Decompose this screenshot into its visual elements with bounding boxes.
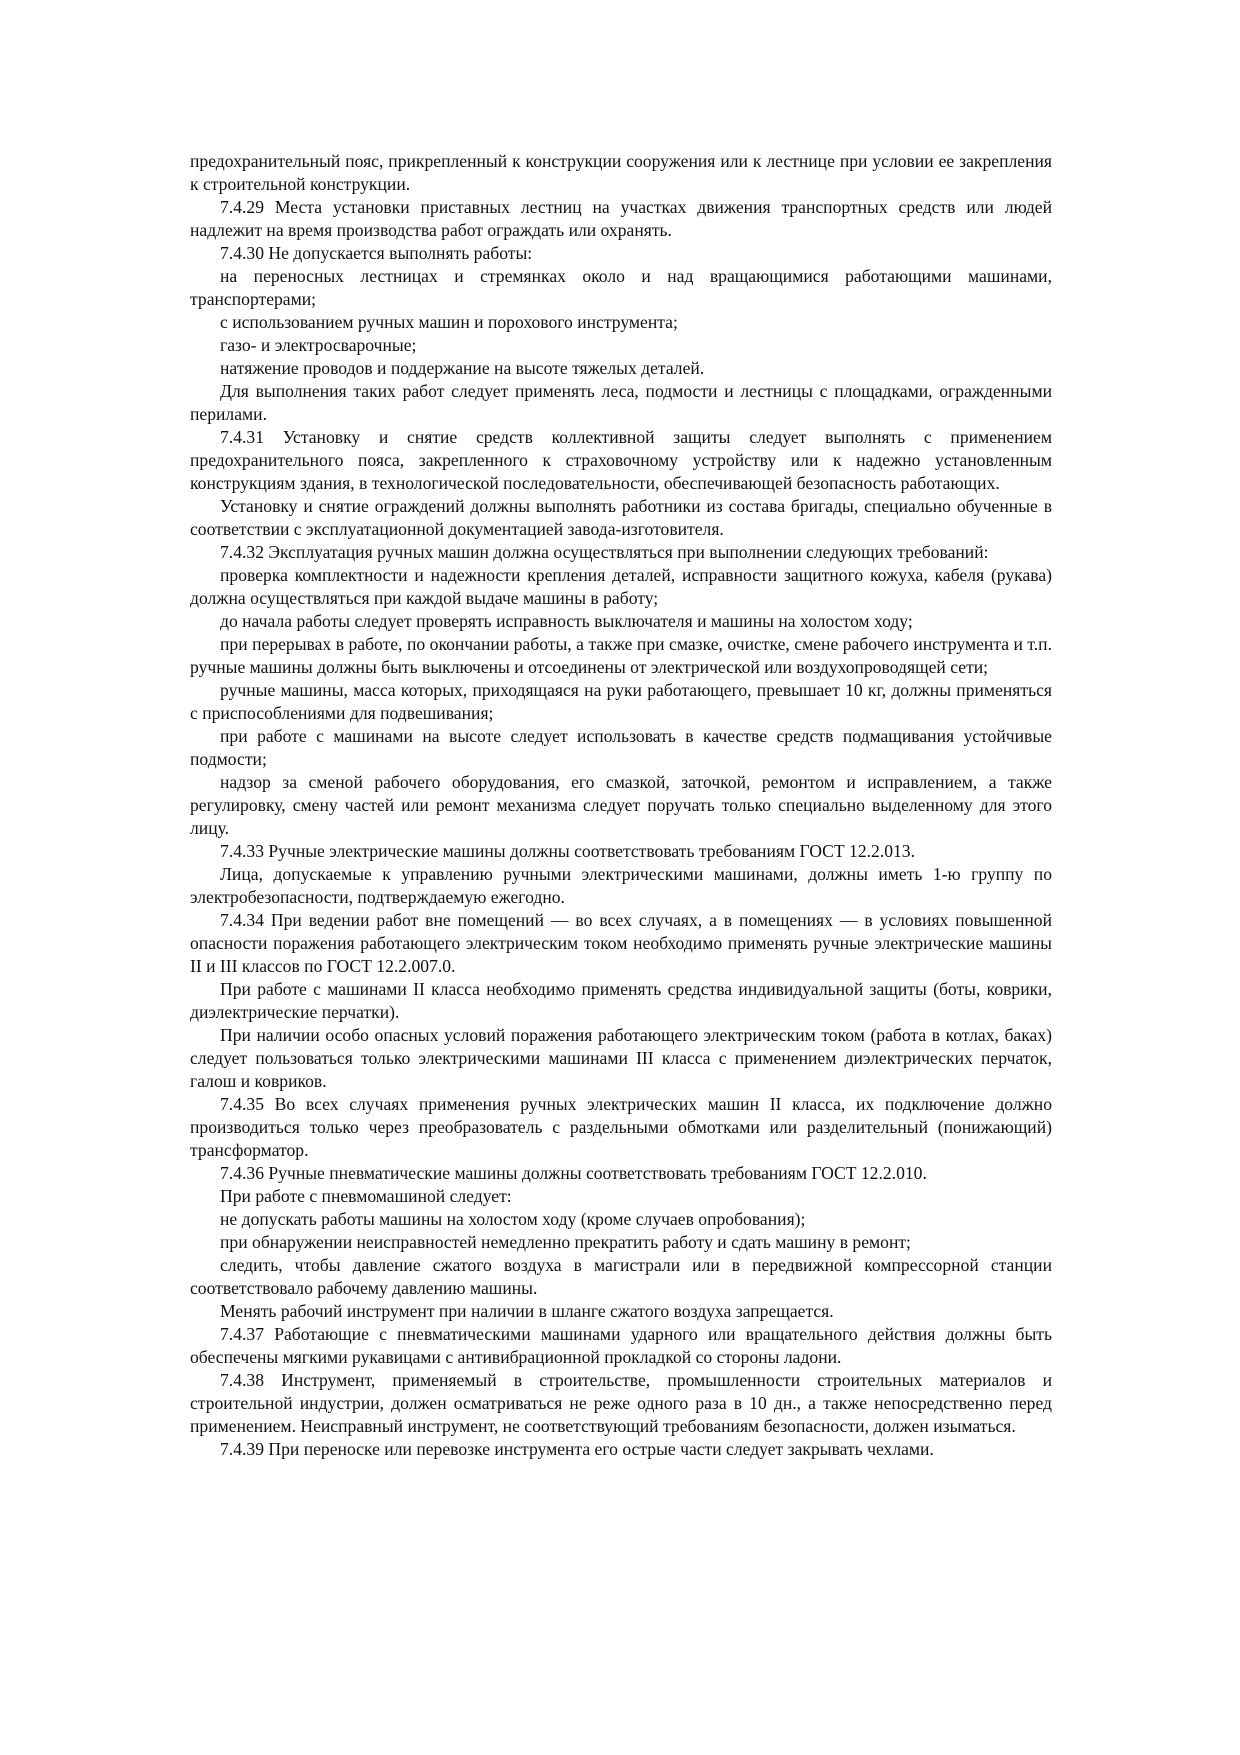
paragraph-7-4-37: 7.4.37 Работающие с пневматическими машинами ударного или вращательного действия должны быть обеспечены мягкими рукавицами с антивибрационной прокладкой со стороны ладони. bbox=[190, 1324, 1052, 1367]
paragraph-7-4-35: 7.4.35 Во всех случаях применения ручных электрических машин II класса, их подключение должно производиться только через преобразователь с раздельными обмотками или разделительный (понижающий) трансформатор. bbox=[190, 1094, 1052, 1160]
list-item: надзор за сменой рабочего оборудования, его смазкой, заточкой, ремонтом и исправлением, а также регулировку, смену частей или ремонт механизма следует поручать только специально выделенному для этого лицу. bbox=[190, 772, 1052, 838]
list-item: на переносных лестницах и стремянках около и над вращающимися работающими машинами, транспортерами; bbox=[190, 266, 1052, 309]
list-item: ручные машины, масса которых, приходящаяся на руки работающего, превышает 10 кг, должны применяться с приспособлениями для подвешивания; bbox=[190, 680, 1052, 723]
paragraph-7-4-29: 7.4.29 Места установки приставных лестниц на участках движения транспортных средств или людей надлежит на время производства работ ограждать или охранять. bbox=[190, 197, 1052, 240]
paragraph-7-4-33: 7.4.33 Ручные электрические машины должны соответствовать требованиям ГОСТ 12.2.013. bbox=[220, 841, 915, 861]
list-item: при обнаружении неисправностей немедленно прекратить работу и сдать машину в ремонт; bbox=[220, 1232, 911, 1252]
paragraph-7-4-36: 7.4.36 Ручные пневматические машины должны соответствовать требованиям ГОСТ 12.2.010. bbox=[220, 1163, 927, 1183]
list-item: натяжение проводов и поддержание на высоте тяжелых деталей. bbox=[220, 358, 705, 378]
list-item: проверка комплектности и надежности крепления деталей, исправности защитного кожуха, кабеля (рукава) должна осуществляться при каждой выдаче машины в работу; bbox=[190, 565, 1052, 608]
paragraph-7-4-32: 7.4.32 Эксплуатация ручных машин должна осуществляться при выполнении следующих требований: bbox=[220, 542, 989, 562]
list-item: при работе с машинами на высоте следует использовать в качестве средств подмащивания устойчивые подмости; bbox=[190, 726, 1052, 769]
list-item: не допускать работы машины на холостом ходу (кроме случаев опробования); bbox=[220, 1209, 806, 1229]
paragraph: При работе с пневмомашиной следует: bbox=[220, 1186, 512, 1206]
paragraph-continuation: предохранительный пояс, прикрепленный к конструкции сооружения или к лестнице при условии ее закрепления к строительной конструкции. bbox=[190, 151, 1052, 194]
paragraph: Для выполнения таких работ следует применять леса, подмости и лестницы с площадками, огражденными перилами. bbox=[190, 381, 1052, 424]
document-page bbox=[190, 150, 1052, 1461]
paragraph: При наличии особо опасных условий поражения работающего электрическим током (работа в котлах, баках) следует пользоваться только электрическими машинами III класса с применением диэлектрических перчаток, галош и ковриков. bbox=[190, 1025, 1052, 1091]
paragraph: При работе с машинами II класса необходимо применять средства индивидуальной защиты (боты, коврики, диэлектрические перчатки). bbox=[190, 979, 1052, 1022]
list-item: с использованием ручных машин и порохового инструмента; bbox=[220, 312, 678, 332]
paragraph: Менять рабочий инструмент при наличии в шланге сжатого воздуха запрещается. bbox=[220, 1301, 834, 1321]
paragraph: Установку и снятие ограждений должны выполнять работники из состава бригады, специально обученные в соответствии с эксплуатационной документацией завода-изготовителя. bbox=[190, 496, 1052, 539]
list-item: до начала работы следует проверять исправность выключателя и машины на холостом ходу; bbox=[220, 611, 913, 631]
paragraph-7-4-31: 7.4.31 Установку и снятие средств коллективной защиты следует выполнять с применением предохранительного пояса, закрепленного к страховочному устройству или к надежно установленным конструкциям здания, в технологической последовательности, обеспечивающей безопасность работающих. bbox=[190, 427, 1052, 493]
paragraph-7-4-30: 7.4.30 Не допускается выполнять работы: bbox=[220, 243, 533, 263]
list-item: при перерывах в работе, по окончании работы, а также при смазке, очистке, смене рабочего инструмента и т.п. ручные машины должны быть выключены и отсоединены от электрической или воздухопроводящей сети; bbox=[190, 634, 1052, 677]
paragraph: Лица, допускаемые к управлению ручными электрическими машинами, должны иметь 1-ю группу по электробезопасности, подтверждаемую ежегодно. bbox=[190, 864, 1052, 907]
list-item: газо- и электросварочные; bbox=[220, 335, 417, 355]
list-item: следить, чтобы давление сжатого воздуха в магистрали или в передвижной компрессорной станции соответствовало рабочему давлению машины. bbox=[190, 1255, 1052, 1298]
paragraph-7-4-38: 7.4.38 Инструмент, применяемый в строительстве, промышленности строительных материалов и строительной индустрии, должен осматриваться не реже одного раза в 10 дн., а также непосредственно перед применением. Неисправный инструмент, не соответствующий требованиям безопасности, должен изыматься. bbox=[190, 1370, 1052, 1436]
paragraph-7-4-34: 7.4.34 При ведении работ вне помещений — во всех случаях, а в помещениях — в условиях повышенной опасности поражения работающего электрическим током необходимо применять ручные электрические машины II и III классов по ГОСТ 12.2.007.0. bbox=[190, 910, 1052, 976]
paragraph-7-4-39: 7.4.39 При переноске или перевозке инструмента его острые части следует закрывать чехлами. bbox=[220, 1439, 934, 1459]
